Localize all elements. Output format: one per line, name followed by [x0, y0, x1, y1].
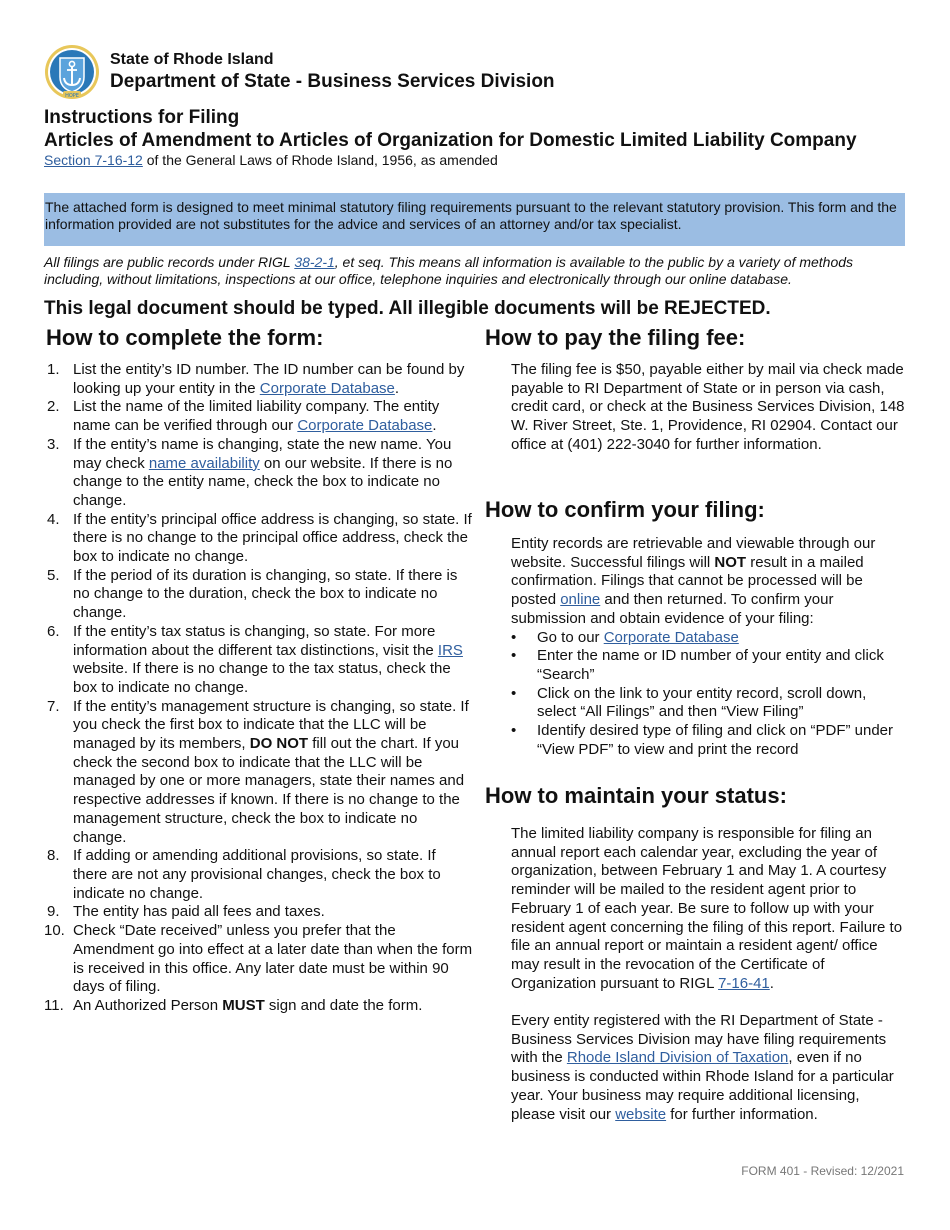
taxation-text: Every entity registered with the RI Department of State - Business Services Division may have filing requirements with the Rhode Island Division of Taxation, even if no business is conducted within Rhode Island for a particular year. Your business may require additional licensing, please visit our website for further information. [511, 1012, 894, 1123]
rigl-38-2-1-link[interactable]: 38-2-1 [294, 254, 335, 270]
annual-report-text: The limited liability company is responsible for filing an annual report each calendar year, excluding the year of organization, between February 1 and May 1. A courtesy reminder will be mailed to the resident agent prior to February 1 of each year. Be sure to follow up with your resident agent concerning the filing of this report. Failure to file an annual report or maintain a resident agent/ office may result in the revocation of the Certificate of Organization pursuant to RIGL 7-16-41. [511, 825, 903, 992]
svg-text:HOPE: HOPE [65, 93, 79, 99]
confirm-steps-list [511, 629, 906, 760]
confirm-filing-text: Entity records are retrievable and viewable through our website. Successful filings will NOT result in a mailed confirmation. Filings that cannot be processed will be posted online and then returned. To confirm your submission and obtain evidence of your filing: • Go to our Corporate Database • Enter the name or ID number of your entity and click “Search” • Click on the link to your entity record, scroll down, select “All Filings” and then “View Filing” • Identify desired type of filing and click on “PDF” under “View PDF” to view and print the record [511, 535, 906, 759]
rhode-island-seal-icon [44, 44, 100, 100]
irs-link[interactable]: IRS [437, 641, 463, 659]
maintain-status-heading: How to maintain your status: [485, 783, 787, 808]
list-item: • Enter the name or ID number of your entity and click “Search” [511, 647, 884, 683]
name-availability-link[interactable]: name availability [148, 454, 260, 472]
corporate-database-link[interactable]: Corporate Database [603, 628, 739, 646]
division-of-taxation-link[interactable]: Rhode Island Division of Taxation [566, 1049, 789, 1067]
list-item: 9. The entity has paid all fees and taxes. [47, 903, 325, 921]
form-revision-footer: FORM 401 - Revised: 12/2021 [741, 1164, 904, 1178]
list-item: 7. If the entity’s management structure is changing, so state. If you check the first box to indicate that the LLC will be managed by its members, DO NOT fill out the chart. If you check the second box to indicate that the LLC will be managed by one or more managers, state their names and respective addresses if known. If there is no change to the management structure, check the box to indicate no change. [47, 697, 469, 846]
list-item: 6. If the entity’s tax status is changing, so state. For more information about the different tax distinctions, visit the IRS website. If there is no change to the tax status, check the box to indicate no change. [47, 622, 463, 696]
list-item: 3. If the entity’s name is changing, state the new name. You may check name availability on our website. If there is no change to the entity name, check the box to indicate no change. [47, 435, 453, 509]
header-state: State of Rhode Island [110, 51, 274, 68]
corporate-database-link[interactable]: Corporate Database [259, 379, 395, 397]
public-records-note: All filings are public records under RIGL 38-2-1, et seq. This means all information is available to the public by a variety of methods including, without limitations, inspections at our office, telephone inquiries and electronically through our online database. [44, 254, 854, 287]
website-link[interactable]: website [615, 1105, 667, 1123]
list-item: 11. An Authorized Person MUST sign and date the form. [44, 996, 423, 1014]
list-item: 10. Check “Date received” unless you prefer that the Amendment go into effect at a later date than when the form is received in this office. Any later date must be within 90 days of filing. [44, 922, 473, 996]
typed-warning: This legal document should be typed. All illegible documents will be REJECTED. [44, 298, 771, 319]
list-item: • Identify desired type of filing and click on “PDF” under “View PDF” to view and print the record [511, 722, 894, 758]
statute-reference [44, 152, 498, 168]
pay-fee-text: The filing fee is $50, payable either by mail via check made payable to RI Department of State or in person via cash, credit card, or check at the Business Services Division, 148 W. River Street, Ste. 1, Providence, RI 02904. Contact our office at (401) 222-3040 for further information. [511, 361, 905, 453]
header-department: Department of State - Business Services Division [110, 71, 555, 92]
list-item: 5. If the period of its duration is changing, so state. If there is no change to the duration, check the box to indicate no change. [47, 566, 458, 622]
online-link[interactable]: online [560, 591, 601, 609]
list-item: 4. If the entity’s principal office address is changing, so state. If there is no change to the principal office address, check the box to indicate no change. [47, 510, 472, 566]
disclaimer-notice: The attached form is designed to meet minimal statutory filing requirements pursuant to the relevant statutory provision. This form and the information provided are not substitutes for the advice and services of an attorney and/or tax specialist. [44, 193, 905, 246]
section-link[interactable]: Section 7-16-12 [44, 152, 143, 168]
rigl-7-16-41-link[interactable]: 7-16-41 [718, 974, 770, 992]
corporate-database-link[interactable]: Corporate Database [297, 417, 433, 435]
pay-fee-heading: How to pay the filing fee: [485, 325, 746, 350]
confirm-filing-heading: How to confirm your filing: [485, 497, 765, 522]
page-header [44, 44, 904, 100]
page-subtitle: Articles of Amendment to Articles of Organization for Domestic Limited Liability Company [44, 130, 857, 151]
list-item: 2. List the name of the limited liability company. The entity name can be verified through our Corporate Database. [47, 398, 440, 435]
list-item: • Click on the link to your entity record, scroll down, select “All Filings” and then “View Filing” [511, 684, 867, 721]
statute-text: of the General Laws of Rhode Island, 1956, as amended [142, 152, 498, 168]
instructions-list [44, 361, 474, 1016]
list-item: 1. List the entity’s ID number. The ID number can be found by looking up your entity in the Corporate Database. [47, 361, 465, 397]
list-item: 8. If adding or amending additional provisions, so state. If there are not any provisional changes, check the box to indicate no change. [47, 847, 441, 902]
complete-form-heading: How to complete the form: [46, 325, 324, 350]
page-title: Instructions for Filing [44, 107, 240, 128]
list-item: • Go to our Corporate Database [511, 628, 739, 646]
